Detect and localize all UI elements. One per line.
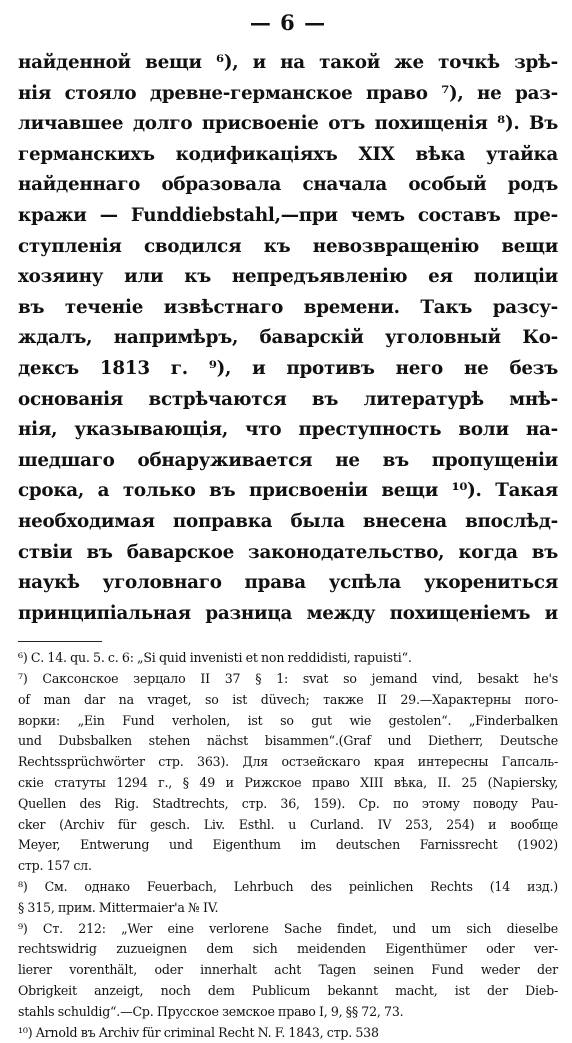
footnote-line: ⁹) Ст. 212: „Wer eine verlorene Sache findet, und um sich dieselbe (18, 920, 558, 936)
footnote-line: und Dubsbalken stehen nächst bisammen“.(Graf und Dietherr, Deutsche (18, 733, 558, 749)
footnote-line: § 315, прим. Mittermaier'а № IV. (18, 899, 219, 915)
footnote-line: Quellen des Rig. Stadtrechts, стр. 36, 159). Ср. по этому поводу Pau- (18, 795, 558, 811)
footnotes (18, 648, 558, 1043)
text-line: основанія встрѣчаются въ литературѣ мнѣ- (18, 388, 558, 410)
main-text (18, 48, 558, 629)
text-line: необходимая поправка была внесена впослѣд- (18, 510, 558, 532)
footnote-line: Obrigkeit anzeigt, noch dem Publicum bekannt macht, ist der Dieb- (18, 983, 558, 999)
footnote-line: cker (Archiv für gesch. Liv. Esthl. u Curland. IV 253, 254) и вообще (18, 816, 558, 832)
text-line: дексъ 1813 г. ⁹), и противъ него не безъ (18, 357, 558, 379)
footnote-line: rechtswidrig zuzueignen dem sich meidenden Eigenthümer oder ver- (18, 941, 558, 957)
text-line: ждалъ, напримѣръ, баварскій уголовный Ко- (18, 327, 558, 349)
text-line: ствіи въ баварское законодательство, когда въ (18, 541, 558, 563)
footnote-line: ¹⁰) Arnold въ Archiv für criminal Recht N. F. 1843, стр. 538 (18, 1024, 379, 1040)
text-line: личавшее долго присвоеніе отъ похищенія ⁸). Въ (18, 113, 558, 135)
footnote-line: ⁷) Саксонское зерцало II 37 § 1: svat so jemand vind, besakt he's (18, 671, 558, 687)
footnote-separator (18, 641, 102, 642)
text-line: ступленія сводился къ невозвращенію вещи (18, 235, 558, 257)
footnote-line: lierer vorenthält, oder innerhalt acht Tagen seinen Fund weder der (18, 962, 558, 978)
text-line: найденной вещи ⁶), и на такой же точкѣ зрѣ- (18, 52, 558, 73)
footnote-line: ⁸) См. однако Feuerbach, Lehrbuch des peinlichen Rechts (14 изд.) (18, 879, 558, 895)
text-line: шедшаго обнаруживается не въ пропущеніи (18, 449, 558, 471)
footnote-line: скіе статуты 1294 г., § 49 и Рижское право XIII вѣка, II. 25 (Napiersky, (18, 775, 558, 791)
footnote-line: Meyer, Entwerung und Eigenthum im deutschen Farnissrecht (1902) (18, 837, 558, 853)
text-line: срока, а только въ присвоеніи вещи ¹⁰). Такая (18, 480, 558, 502)
text-line: въ теченіе извѣстнаго времени. Такъ разсу- (18, 296, 558, 318)
text-line: кражи — Funddiebstahl,—при чемъ составъ пре- (18, 204, 558, 226)
text-line: нія, указывающія, что преступность воли на- (18, 419, 558, 441)
footnote-line: of man dar na vraget, so ist düvech; также II 29.—Характерны пого- (18, 691, 558, 707)
footnote-line: stahls schuldig“.—Ср. Прусское земское право I, 9, §§ 72, 73. (18, 1003, 404, 1019)
footnote-line: стр. 157 сл. (18, 858, 92, 874)
text-line: хозяину или къ непредъявленію ея полиціи (18, 266, 558, 288)
text-line: германскихъ кодификаціяхъ XIX вѣка утайка (18, 143, 558, 165)
footnote-line: Rechtssprüchwörter стр. 363). Для остзейскаго края интересны Гапсаль- (18, 754, 558, 770)
text-line: наукѣ уголовнаго права успѣла укорениться (18, 572, 558, 594)
text-line: найденнаго образовала сначала особый родъ (18, 174, 558, 196)
text-line: нія стояло древне-германское право ⁷), не раз- (18, 82, 558, 104)
text-line: принципіальная разница между похищеніемъ и (18, 602, 558, 624)
footnote-line: ⁶) С. 14. qu. 5. c. 6: „Si quid invenisti et non reddidisti, rapuisti“. (18, 650, 412, 666)
footnote-line: ворки: „Ein Fund verholen, ist so gut wie gestolen“. „Finderbalken (18, 712, 558, 728)
page-number: — 6 — (249, 10, 327, 35)
